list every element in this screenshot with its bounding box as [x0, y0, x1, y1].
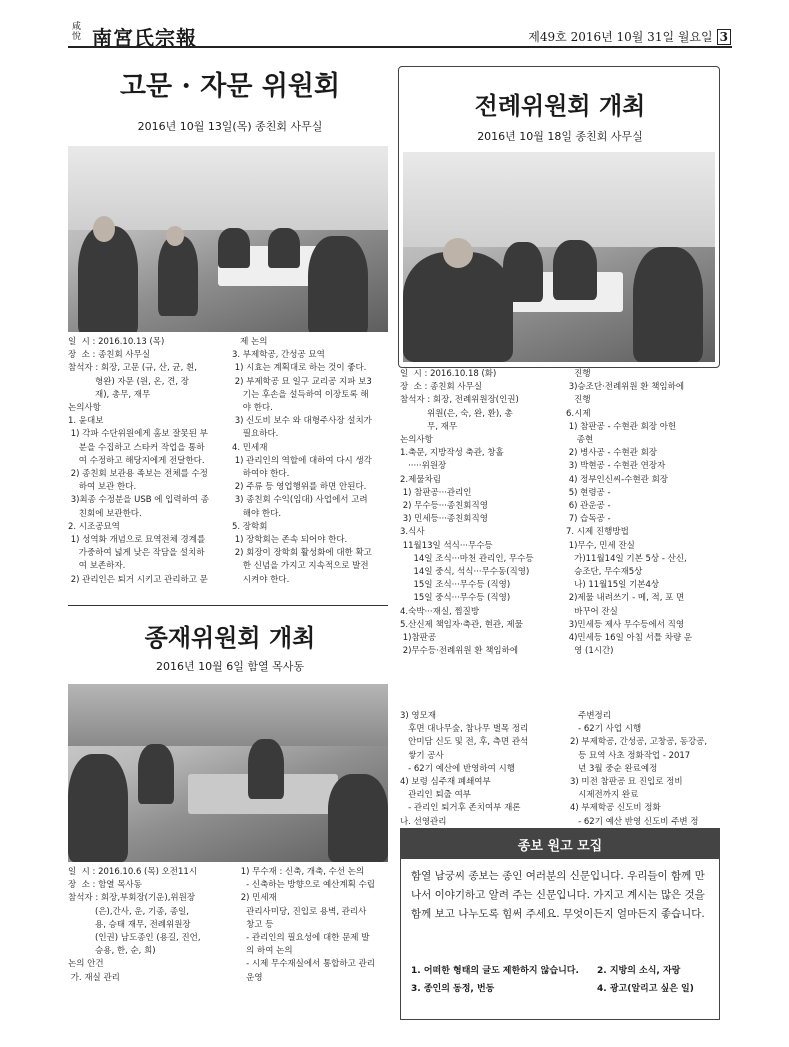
- article1-col2: 제 논의 3. 부제학공, 간성공 묘역 1) 시효는 계획대로 하는 것이 좋다. 2) 부제학공 묘 일구 교리공 지파 보3 기는 후손을 설득하여 이장토록 해 야 한다. 3) 신도비 보수 와 대형주사장 설치가 필요하다. 4. 민세재 1) 관리인의 역할에 대하여 다시 생각 하여야 한다. 2) 주류 등 영업행위를 하면 안된다. 3) 종친회 수익(임대) 사업에서 고려 해야 한다. 5. 장학회 1) 장학회는 존속 되어야 한다. 2) 회장이 장학회 활성화에 대한 확고 한 신념을 가지고 지속적으로 발전 시켜야 한다.: [232, 337, 372, 585]
- article2-subtitle: 2016년 10월 18일 종친회 사무실: [477, 130, 643, 143]
- divider-rule: [68, 605, 388, 606]
- article3-col2: 1) 무수재 : 신축, 개축, 수선 논의 - 신축하는 방향으로 예산계획 수립 2) 민세재 관리사미당, 진입로 용벽, 관리사 창고 등 - 관리인의 필요성에 대한 문제 발 의 하여 논의 - 시제 무수재실에서 통합하고 관리 운영: [240, 867, 375, 983]
- masthead-rule: [68, 46, 732, 48]
- masthead-logo-small: 咸悅: [72, 22, 82, 42]
- page-number: 3: [717, 29, 731, 45]
- notice-box: [400, 828, 720, 1020]
- article3-photo: [68, 684, 388, 862]
- issue-date: 제49호 2016년 10월 31일 월요일: [528, 30, 713, 44]
- notice-item-1: 1. 어떠한 형태의 글도 제한하지 않습니다.: [411, 966, 579, 976]
- notice-title: 종보 원고 모집: [401, 829, 719, 859]
- notice-item-2: 2. 지방의 소식, 자랑: [597, 966, 681, 976]
- article3-col3: 3) 영모재 후면 대나무숲, 참나무 벌목 정리 안미담 신도 및 전, 후, 측면 관석 쌓기 공사 - 62기 예산에 반영하여 시행 4) 보령 심주재 폐쇄여부 관리인 퇴출 여부 - 관리인 퇴거후 존치여부 재론 나. 선영관리: [400, 711, 529, 827]
- notice-item-3: 3. 종인의 동정, 번동: [411, 984, 495, 994]
- article3-subtitle: 2016년 10월 6일 함열 목사동: [156, 660, 304, 673]
- article2-title: 전례위원회 개최: [474, 91, 646, 120]
- article2-col2: 진행 3)승조단·전례위원 환 책임하에 진행 6.시제 1) 참판공 - 수현관 회장 아헌 종현 2) 병사공 - 수현관 회장 3) 박현공 - 수현관 연장자 4) 정부인신씨-수현관 회장 5) 현령공 - 6) 관운공 - 7) 습독공 - 7. 시제 진행방법 1)무수, 민세 잔실 가)11월14일 기본 5상 - 산신, 승조단, 무수재5상 나) 11월15일 기본4상 2)제물 내려쓰기 - 메, 적, 포 면 바꾸어 잔실 3)민세등 제사 무수등에서 직영 4)민세등 16일 아침 서틀 차량 운 영 (1시간): [566, 369, 693, 657]
- article1-subtitle: 2016년 10월 13일(목) 종친회 사무실: [137, 120, 323, 133]
- article2-photo: [403, 152, 715, 362]
- article3-title: 종재위원회 개최: [144, 623, 316, 652]
- article3-col4: 주변정리 - 62기 사업 시행 2) 부제학공, 간성공, 고창공, 동강공, 등 묘역 사초 정화작업 - 2017 년 3월 중순 완료예정 3) 미전 참판공 묘 진입로 정비 시제전까지 완료 4) 부제학공 신도비 정화 - 62기 예산 반영 신도비 주변 정: [570, 711, 708, 827]
- article3-col1: 일 시 : 2016.10.6 (목) 오전11시 장 소 : 함열 목사동 참석자 : 회장,부회장(기운),위원장 (은),간사, 운, 기종, 종일, 용, 승태 재무, 전례위원장 (인권) 남도종인 (용길, 진언, 승용, 한, 순, 희) 논의 안건 가. 재실 관리: [68, 867, 201, 983]
- article1-col1: 일 시 : 2016.10.13 (목) 장 소 : 종친회 사무실 참석자 : 회장, 고문 (규, 산, 균, 흰, 형완) 자문 (원, 온, 견, 장 재), 총무, 재무 논의사항 1. 윤대보 1) 각파 수단위원에게 홈보 잘못된 부 분을 수집하고 스타커 작업을 통하 여 수정하고 해당지에게 전달한다. 2) 종친회 보관용 족보는 전체를 수정 하여 보관 한다. 3)최종 수정분을 USB 에 입력하여 종 친회에 보관한다. 2. 시조공묘역 1) 성역화 개념으로 묘역전체 경계를 가중하여 넓게 낮은 작담을 설치하 여 보존하자. 2) 관리인은 퇴거 시키고 관리하고 문: [68, 337, 209, 585]
- article1-photo: [68, 146, 388, 332]
- masthead-logo: 南宮氏宗報: [92, 26, 197, 50]
- notice-body: 함열 남궁씨 종보는 종인 여러분의 신문입니다. 우리들이 함께 만나서 이야기하고 알려 주는 신문입니다. 가지고 계시는 많은 것을 함께 보고 나누도록 힘써 주세요. 무엇이든지 얼마든지 좋습니다.: [411, 870, 705, 920]
- article1-title: 고문 · 자문 위원회: [119, 71, 341, 102]
- issue-info: [528, 28, 731, 45]
- article2-col1: 일 시 : 2016.10.18 (화) 장 소 : 종친회 사무실 참석자 : 회장, 전례위원장(인권) 위원(은, 숙, 완, 환), 총 무, 재무 논의사항 1.축문, 지방작성 축관, 창홀 ·····위원장 2.제물차림 1) 참판공···관리인 2) 무수등···종친회직영 3) 민세등···종친회직영 3.식사 11월13일 석식···무수등 14일 조식···마천 관리인, 무수등 14일 중식, 석식···무수동(직영) 15일 조식···무수등 (직영) 15일 중식···무수등 (직영) 4.숙박···재실, 찜질방 5.산신제 책임자·축관, 현관, 제물 1)참판공 2)무수등·전례위원 환 책임하에: [400, 369, 534, 657]
- notice-item-4: 4. 광고(알리고 싶은 일): [597, 984, 694, 994]
